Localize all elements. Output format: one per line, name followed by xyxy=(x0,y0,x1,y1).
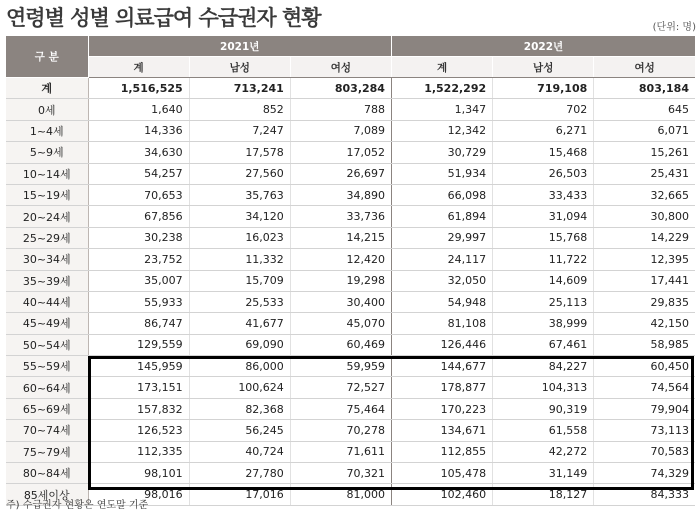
table-cell: 645 xyxy=(594,99,695,120)
table-cell: 32,050 xyxy=(391,270,492,291)
table-cell: 51,934 xyxy=(391,163,492,184)
table-cell: 25,431 xyxy=(594,163,695,184)
table-cell: 73,113 xyxy=(594,420,695,441)
table-cell: 173,151 xyxy=(88,377,189,398)
table-cell: 33,736 xyxy=(290,206,391,227)
table-row xyxy=(6,99,695,120)
table-cell: 1,347 xyxy=(391,99,492,120)
table-cell: 17,016 xyxy=(189,484,290,505)
row-label: 20~24세 xyxy=(6,206,88,227)
table-cell: 72,527 xyxy=(290,377,391,398)
table-cell: 31,149 xyxy=(493,463,594,484)
row-label: 75~79세 xyxy=(6,441,88,462)
highlight-box-65-plus xyxy=(88,356,694,490)
table-cell: 34,630 xyxy=(88,142,189,163)
table-row xyxy=(6,184,695,205)
table-cell: 126,523 xyxy=(88,420,189,441)
table-cell: 42,150 xyxy=(594,313,695,334)
table-cell: 30,729 xyxy=(391,142,492,163)
table-cell: 98,016 xyxy=(88,484,189,505)
table-cell: 803,284 xyxy=(290,78,391,99)
table-cell: 157,832 xyxy=(88,398,189,419)
table-cell: 7,089 xyxy=(290,120,391,141)
table-row xyxy=(6,291,695,312)
table-cell: 45,070 xyxy=(290,313,391,334)
table-cell: 35,007 xyxy=(88,270,189,291)
table-row xyxy=(6,78,695,99)
table-cell: 170,223 xyxy=(391,398,492,419)
row-label: 80~84세 xyxy=(6,463,88,484)
table-cell: 81,108 xyxy=(391,313,492,334)
row-label: 70~74세 xyxy=(6,420,88,441)
table-cell: 59,959 xyxy=(290,356,391,377)
table-cell: 71,611 xyxy=(290,441,391,462)
table-cell: 7,247 xyxy=(189,120,290,141)
row-label: 85세이상 xyxy=(6,484,88,505)
subheader-female-2021: 여성 xyxy=(290,57,391,78)
table-cell: 18,127 xyxy=(493,484,594,505)
table-cell: 67,461 xyxy=(493,334,594,355)
table-cell: 14,336 xyxy=(88,120,189,141)
table-cell: 112,855 xyxy=(391,441,492,462)
table-cell: 23,752 xyxy=(88,249,189,270)
table-cell: 30,800 xyxy=(594,206,695,227)
table-row xyxy=(6,120,695,141)
table-cell: 86,000 xyxy=(189,356,290,377)
table-cell: 81,000 xyxy=(290,484,391,505)
table-cell: 67,856 xyxy=(88,206,189,227)
table-cell: 102,460 xyxy=(391,484,492,505)
table-cell: 719,108 xyxy=(493,78,594,99)
table-cell: 41,677 xyxy=(189,313,290,334)
table-cell: 31,094 xyxy=(493,206,594,227)
row-label: 30~34세 xyxy=(6,249,88,270)
table-cell: 54,948 xyxy=(391,291,492,312)
table-cell: 15,261 xyxy=(594,142,695,163)
table-cell: 19,298 xyxy=(290,270,391,291)
table-cell: 104,313 xyxy=(493,377,594,398)
header-gubun: 구 분 xyxy=(6,36,88,78)
table-cell: 82,368 xyxy=(189,398,290,419)
row-label: 1~4세 xyxy=(6,120,88,141)
row-label: 40~44세 xyxy=(6,291,88,312)
table-cell: 788 xyxy=(290,99,391,120)
row-label: 35~39세 xyxy=(6,270,88,291)
table-cell: 34,890 xyxy=(290,184,391,205)
table-cell: 27,780 xyxy=(189,463,290,484)
footnote: 주) 수급권자 현황은 연도말 기준 xyxy=(6,500,149,511)
table-cell: 70,321 xyxy=(290,463,391,484)
table-cell: 803,184 xyxy=(594,78,695,99)
table-cell: 6,071 xyxy=(594,120,695,141)
table-cell: 90,319 xyxy=(493,398,594,419)
row-label: 15~19세 xyxy=(6,184,88,205)
header-year-2022: 2022년 xyxy=(391,36,695,57)
table-cell: 70,653 xyxy=(88,184,189,205)
table-cell: 38,999 xyxy=(493,313,594,334)
table-cell: 26,697 xyxy=(290,163,391,184)
subheader-female-2022: 여성 xyxy=(594,57,695,78)
table-row xyxy=(6,142,695,163)
table-cell: 112,335 xyxy=(88,441,189,462)
table-cell: 70,278 xyxy=(290,420,391,441)
table-cell: 144,677 xyxy=(391,356,492,377)
table-cell: 84,227 xyxy=(493,356,594,377)
table-row xyxy=(6,334,695,355)
table-row xyxy=(6,163,695,184)
table-cell: 16,023 xyxy=(189,227,290,248)
table-cell: 26,503 xyxy=(493,163,594,184)
table-row xyxy=(6,227,695,248)
table-cell: 84,333 xyxy=(594,484,695,505)
row-label: 25~29세 xyxy=(6,227,88,248)
table-cell: 75,464 xyxy=(290,398,391,419)
table-row xyxy=(6,249,695,270)
table-cell: 105,478 xyxy=(391,463,492,484)
table-cell: 29,997 xyxy=(391,227,492,248)
table-cell: 11,332 xyxy=(189,249,290,270)
table-cell: 55,933 xyxy=(88,291,189,312)
table-cell: 33,433 xyxy=(493,184,594,205)
table-cell: 852 xyxy=(189,99,290,120)
table-cell: 30,238 xyxy=(88,227,189,248)
unit-label: (단위: 명) xyxy=(652,22,696,33)
table-cell: 66,098 xyxy=(391,184,492,205)
subheader-male-2021: 남성 xyxy=(189,57,290,78)
row-label: 50~54세 xyxy=(6,334,88,355)
table-row xyxy=(6,313,695,334)
table-cell: 15,709 xyxy=(189,270,290,291)
table-cell: 56,245 xyxy=(189,420,290,441)
table-cell: 1,522,292 xyxy=(391,78,492,99)
table-cell: 86,747 xyxy=(88,313,189,334)
row-label: 계 xyxy=(6,78,88,99)
table-cell: 702 xyxy=(493,99,594,120)
table-cell: 74,564 xyxy=(594,377,695,398)
table-cell: 126,446 xyxy=(391,334,492,355)
table-cell: 79,904 xyxy=(594,398,695,419)
row-label: 0세 xyxy=(6,99,88,120)
table-cell: 61,894 xyxy=(391,206,492,227)
table-row xyxy=(6,206,695,227)
table-cell: 134,671 xyxy=(391,420,492,441)
table-cell: 129,559 xyxy=(88,334,189,355)
table-cell: 1,516,525 xyxy=(88,78,189,99)
table-cell: 145,959 xyxy=(88,356,189,377)
row-label: 60~64세 xyxy=(6,377,88,398)
subheader-total-2022: 계 xyxy=(391,57,492,78)
table-cell: 14,215 xyxy=(290,227,391,248)
table-cell: 1,640 xyxy=(88,99,189,120)
table-cell: 60,469 xyxy=(290,334,391,355)
table-cell: 60,450 xyxy=(594,356,695,377)
table-cell: 100,624 xyxy=(189,377,290,398)
table-cell: 15,468 xyxy=(493,142,594,163)
table-cell: 30,400 xyxy=(290,291,391,312)
table-cell: 70,583 xyxy=(594,441,695,462)
table-cell: 27,560 xyxy=(189,163,290,184)
row-label: 10~14세 xyxy=(6,163,88,184)
row-label: 55~59세 xyxy=(6,356,88,377)
table-cell: 6,271 xyxy=(493,120,594,141)
table-cell: 12,342 xyxy=(391,120,492,141)
table-cell: 25,113 xyxy=(493,291,594,312)
table-cell: 61,558 xyxy=(493,420,594,441)
row-label: 65~69세 xyxy=(6,398,88,419)
page-title: 연령별 성별 의료급여 수급권자 현황 xyxy=(6,6,321,30)
table-cell: 40,724 xyxy=(189,441,290,462)
table-cell: 17,578 xyxy=(189,142,290,163)
table-cell: 12,395 xyxy=(594,249,695,270)
table-cell: 17,441 xyxy=(594,270,695,291)
table-cell: 17,052 xyxy=(290,142,391,163)
table-cell: 58,985 xyxy=(594,334,695,355)
table-cell: 25,533 xyxy=(189,291,290,312)
table-cell: 14,229 xyxy=(594,227,695,248)
header-year-2021: 2021년 xyxy=(88,36,391,57)
table-cell: 178,877 xyxy=(391,377,492,398)
table-cell: 35,763 xyxy=(189,184,290,205)
table-cell: 34,120 xyxy=(189,206,290,227)
subheader-total-2021: 계 xyxy=(88,57,189,78)
table-cell: 98,101 xyxy=(88,463,189,484)
table-cell: 42,272 xyxy=(493,441,594,462)
table-cell: 713,241 xyxy=(189,78,290,99)
row-label: 45~49세 xyxy=(6,313,88,334)
table-cell: 74,329 xyxy=(594,463,695,484)
table-cell: 11,722 xyxy=(493,249,594,270)
table-cell: 32,665 xyxy=(594,184,695,205)
table-cell: 24,117 xyxy=(391,249,492,270)
table-cell: 12,420 xyxy=(290,249,391,270)
table-cell: 14,609 xyxy=(493,270,594,291)
row-label: 5~9세 xyxy=(6,142,88,163)
subheader-male-2022: 남성 xyxy=(493,57,594,78)
table-cell: 54,257 xyxy=(88,163,189,184)
table-cell: 29,835 xyxy=(594,291,695,312)
table-row xyxy=(6,270,695,291)
table-cell: 69,090 xyxy=(189,334,290,355)
table-cell: 15,768 xyxy=(493,227,594,248)
